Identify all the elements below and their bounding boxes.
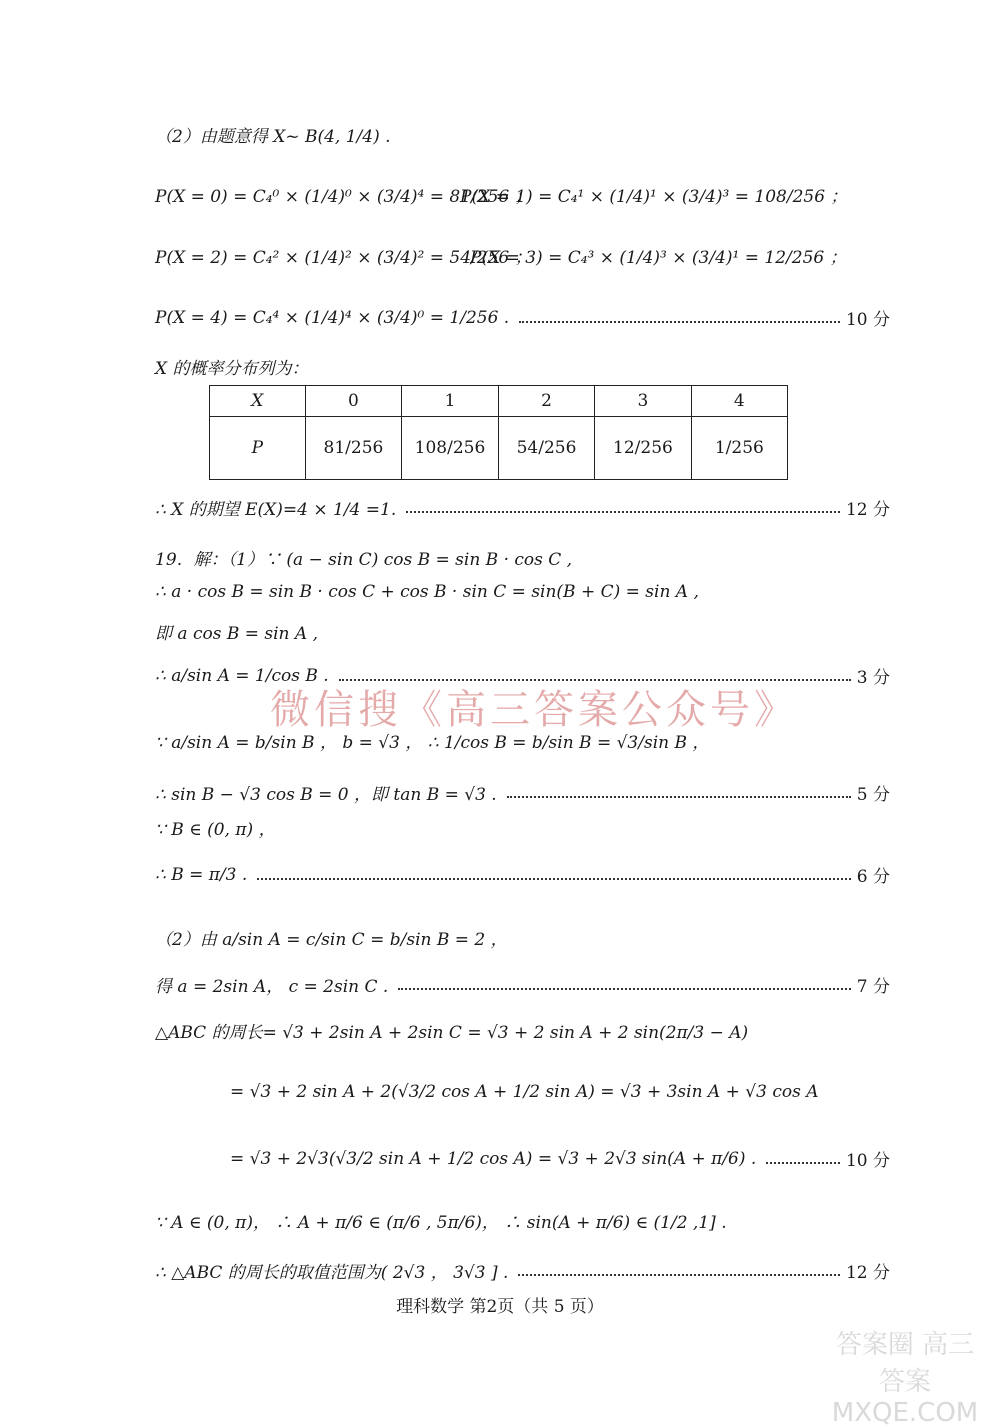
distribution-table xyxy=(209,385,788,480)
corner-logo: 答案圈 高三答案 MXQE.COM xyxy=(831,1330,979,1428)
line-px4 xyxy=(155,305,890,330)
score-label: 10 分 xyxy=(845,310,890,330)
text: ∴ B = π/3 . xyxy=(155,864,248,885)
text: （2）由 a/sin A = c/sin C = b/sin B = 2 ， xyxy=(155,930,508,950)
text: ∴ sin B − √3 cos B = 0 ，即 tan B = √3 . xyxy=(155,785,497,805)
line-distribution-title xyxy=(155,354,890,379)
line-expectation xyxy=(155,495,890,520)
score-label: 10 分 xyxy=(845,1151,890,1171)
line-q19-conclusion xyxy=(155,1258,890,1283)
table-row xyxy=(210,417,788,480)
text: X 的概率分布列为： xyxy=(155,359,309,379)
line-q19-step xyxy=(155,780,890,805)
line-q19-part2 xyxy=(230,1082,890,1102)
table-cell: 4 xyxy=(691,386,787,417)
line-q19-part2 xyxy=(230,1146,890,1171)
table-cell: 81/256 xyxy=(305,417,401,480)
table-cell: 12/256 xyxy=(595,417,691,480)
line-q19-part2 xyxy=(155,1208,890,1233)
line-q19-step xyxy=(155,728,890,753)
text: ∵ B ∈ (0, π) ， xyxy=(155,820,276,840)
line-q19-part2 xyxy=(155,1018,890,1043)
line-q19-step xyxy=(155,582,890,602)
score-label: 12 分 xyxy=(845,500,890,520)
text: = √3 + 2 sin A + 2(√3/2 cos A + 1/2 sin A) = √3 + 3sin A + √3 cos A xyxy=(230,1082,819,1102)
line-q19-start xyxy=(155,545,890,570)
line-q19-part2 xyxy=(155,972,890,997)
table-cell: 1/256 xyxy=(691,417,787,480)
table-cell: 3 xyxy=(595,386,691,417)
text: ∴ a/sin A = 1/cos B . xyxy=(155,665,329,686)
text: ∵ a/sin A = b/sin B ， b = √3 ， ∴ 1/cos B = b/sin B = √3/sin B ， xyxy=(155,733,710,753)
score-label: 6 分 xyxy=(856,867,890,887)
leader-dots xyxy=(406,511,840,513)
leader-dots xyxy=(398,988,850,990)
text: P(X = 3) = C₄³ × (1/4)³ × (3/4)¹ = 12/256 ； xyxy=(470,248,847,268)
line-part2-intro xyxy=(155,122,890,147)
line-px1 xyxy=(460,182,847,207)
text: ∵ A ∈ (0, π)， ∴ A + π/6 ∈ (π/6 , 5π/6)， ∴ sin(A + π/6) ∈ (1/2 ,1] . xyxy=(155,1213,727,1233)
text: = √3 + 2√3(√3/2 sin A + 1/2 cos A) = √3 + 2√3 sin(A + π/6) . xyxy=(230,1148,757,1169)
watermark: 微信搜《高三答案公众号》 xyxy=(270,687,798,733)
line-q19-step xyxy=(155,619,890,644)
table-cell: P xyxy=(210,417,306,480)
line-q19-step xyxy=(155,815,890,840)
text: ∴ △ABC 的周长的取值范围为( 2√3 ， 3√3 ] . xyxy=(155,1263,509,1283)
leader-dots xyxy=(766,1162,840,1164)
text: △ABC 的周长= √3 + 2sin A + 2sin C = √3 + 2 sin A + 2 sin(2π/3 − A) xyxy=(155,1023,749,1043)
text: （2）由题意得 X~ B(4, 1/4) . xyxy=(155,127,391,147)
score-label: 7 分 xyxy=(856,977,890,997)
line-px3 xyxy=(470,243,847,268)
text: 得 a = 2sin A， c = 2sin C . xyxy=(155,977,389,997)
page-footer: 理科数学 第2页（共 5 页） xyxy=(396,1297,604,1317)
text: P(X = 0) = C₄⁰ × (1/4)⁰ × (3/4)⁴ = 81/256 ； xyxy=(155,187,532,207)
table-cell: 54/256 xyxy=(498,417,594,480)
text: P(X = 1) = C₄¹ × (1/4)¹ × (3/4)³ = 108/256 ； xyxy=(460,187,848,207)
text: 即 a cos B = sin A , xyxy=(155,624,318,644)
text: ∴ X 的期望 E(X)=4 × 1/4 =1. xyxy=(155,500,397,520)
score-label: 12 分 xyxy=(845,1263,890,1283)
table-cell: 108/256 xyxy=(402,417,499,480)
table-cell: 0 xyxy=(305,386,401,417)
line-q19-step xyxy=(155,862,890,887)
leader-dots xyxy=(507,796,851,798)
table-row xyxy=(210,386,788,417)
table-cell: 1 xyxy=(402,386,499,417)
text: ∴ a · cos B = sin B · cos C + cos B · sin C = sin(B + C) = sin A , xyxy=(155,582,699,602)
table-cell: 2 xyxy=(498,386,594,417)
score-label: 3 分 xyxy=(856,668,890,688)
table-cell: X xyxy=(210,386,306,417)
line-q19-part2 xyxy=(155,925,890,950)
leader-dots xyxy=(519,321,840,323)
score-label: 5 分 xyxy=(856,785,890,805)
leader-dots xyxy=(518,1274,840,1276)
leader-dots xyxy=(257,878,850,880)
text: P(X = 4) = C₄⁴ × (1/4)⁴ × (3/4)⁰ = 1/256 . xyxy=(155,307,510,328)
text: 19．解：（1）∵ (a − sin C) cos B = sin B · cos C , xyxy=(155,550,573,570)
text: P(X = 2) = C₄² × (1/4)² × (3/4)² = 54/256 ； xyxy=(155,248,532,268)
